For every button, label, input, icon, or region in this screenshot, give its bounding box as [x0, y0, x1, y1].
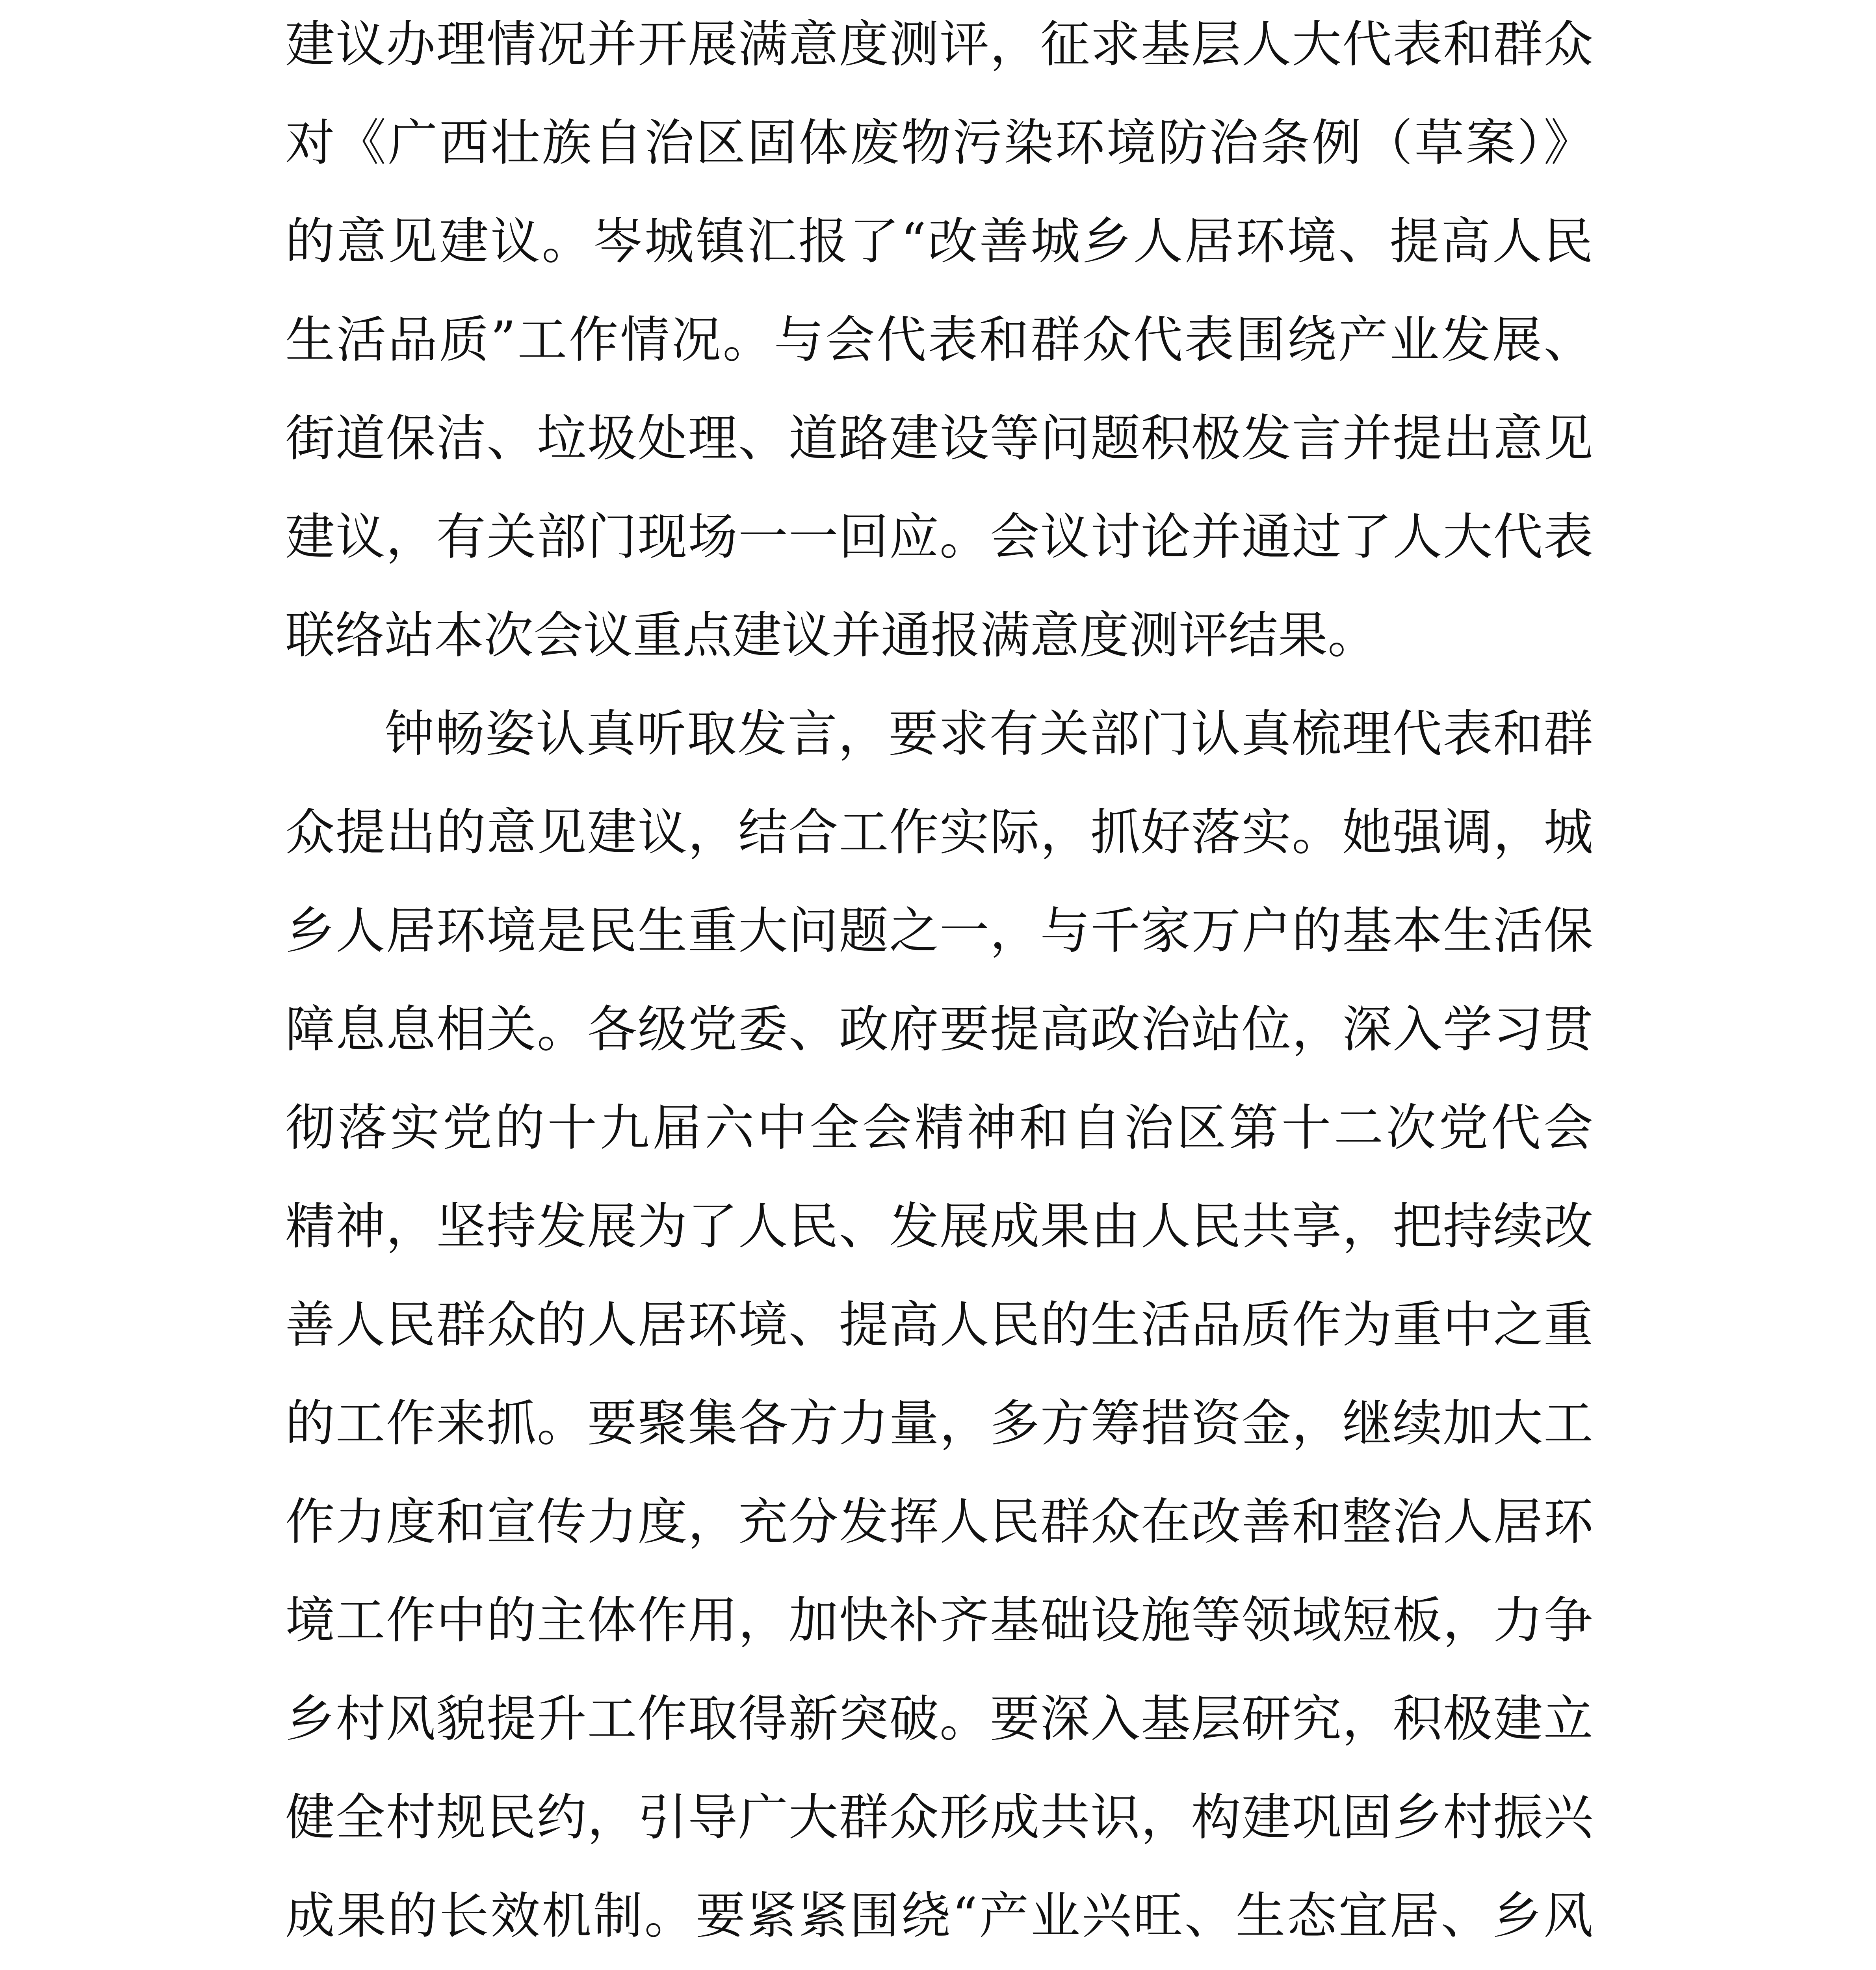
- paragraph-2-line-9: 作力度和宣传力度，充分发挥人民群众在改善和整治人居环: [285, 1493, 1593, 1551]
- paragraph-2-line-11: 乡村风貌提升工作取得新突破。要深入基层研究，积极建立: [285, 1690, 1593, 1748]
- paragraph-2-line-2: 众提出的意见建议，结合工作实际，抓好落实。她强调，城: [285, 803, 1593, 861]
- paragraph-2-line-14: [285, 1965, 1593, 1970]
- paragraph-1-line-7: 联络站本次会议重点建议并通报满意度测评结果。: [285, 606, 1377, 664]
- paragraph-2-line-1: 钟畅姿认真听取发言，要求有关部门认真梳理代表和群: [384, 705, 1593, 763]
- paragraph-2-line-6: 精神，坚持发展为了人民、发展成果由人民共享，把持续改: [285, 1197, 1593, 1255]
- paragraph-2-line-12: 健全村规民约，引导广大群众形成共识，构建巩固乡村振兴: [285, 1788, 1593, 1846]
- paragraph-2-line-7: 善人民群众的人居环境、提高人民的生活品质作为重中之重: [285, 1296, 1593, 1354]
- paragraph-1-line-2: 对《广西壮族自治区固体废物污染环境防治条例（草案）》: [285, 114, 1593, 172]
- paragraph-1-line-5: 街道保洁、垃圾处理、道路建设等问题积极发言并提出意见: [285, 409, 1593, 467]
- paragraph-1-line-3: 的意见建议。岑城镇汇报了“改善城乡人居环境、提高人民: [285, 212, 1593, 270]
- paragraph-2-line-8: 的工作来抓。要聚集各方力量，多方筹措资金，继续加大工: [285, 1394, 1593, 1452]
- paragraph-2-line-3: 乡人居环境是民生重大问题之一，与千家万户的基本生活保: [285, 902, 1593, 960]
- paragraph-2-line-13: 成果的长效机制。要紧紧围绕“产业兴旺、生态宜居、乡风: [285, 1887, 1593, 1945]
- paragraph-2-line-5: 彻落实党的十九届六中全会精神和自治区第十二次党代会: [285, 1099, 1593, 1157]
- paragraph-2-line-4: 障息息相关。各级党委、政府要提高政治站位，深入学习贯: [285, 1000, 1593, 1058]
- paragraph-1-line-4: 生活品质”工作情况。与会代表和群众代表围绕产业发展、: [285, 311, 1593, 369]
- document-page: [285, 0, 1593, 1970]
- paragraph-1-line-1: 建议办理情况并开展满意度测评，征求基层人大代表和群众: [285, 15, 1593, 73]
- paragraph-2-line-10: 境工作中的主体作用，加快补齐基础设施等领域短板，力争: [285, 1591, 1593, 1649]
- paragraph-1-line-6: 建议，有关部门现场一一回应。会议讨论并通过了人大代表: [285, 508, 1593, 566]
